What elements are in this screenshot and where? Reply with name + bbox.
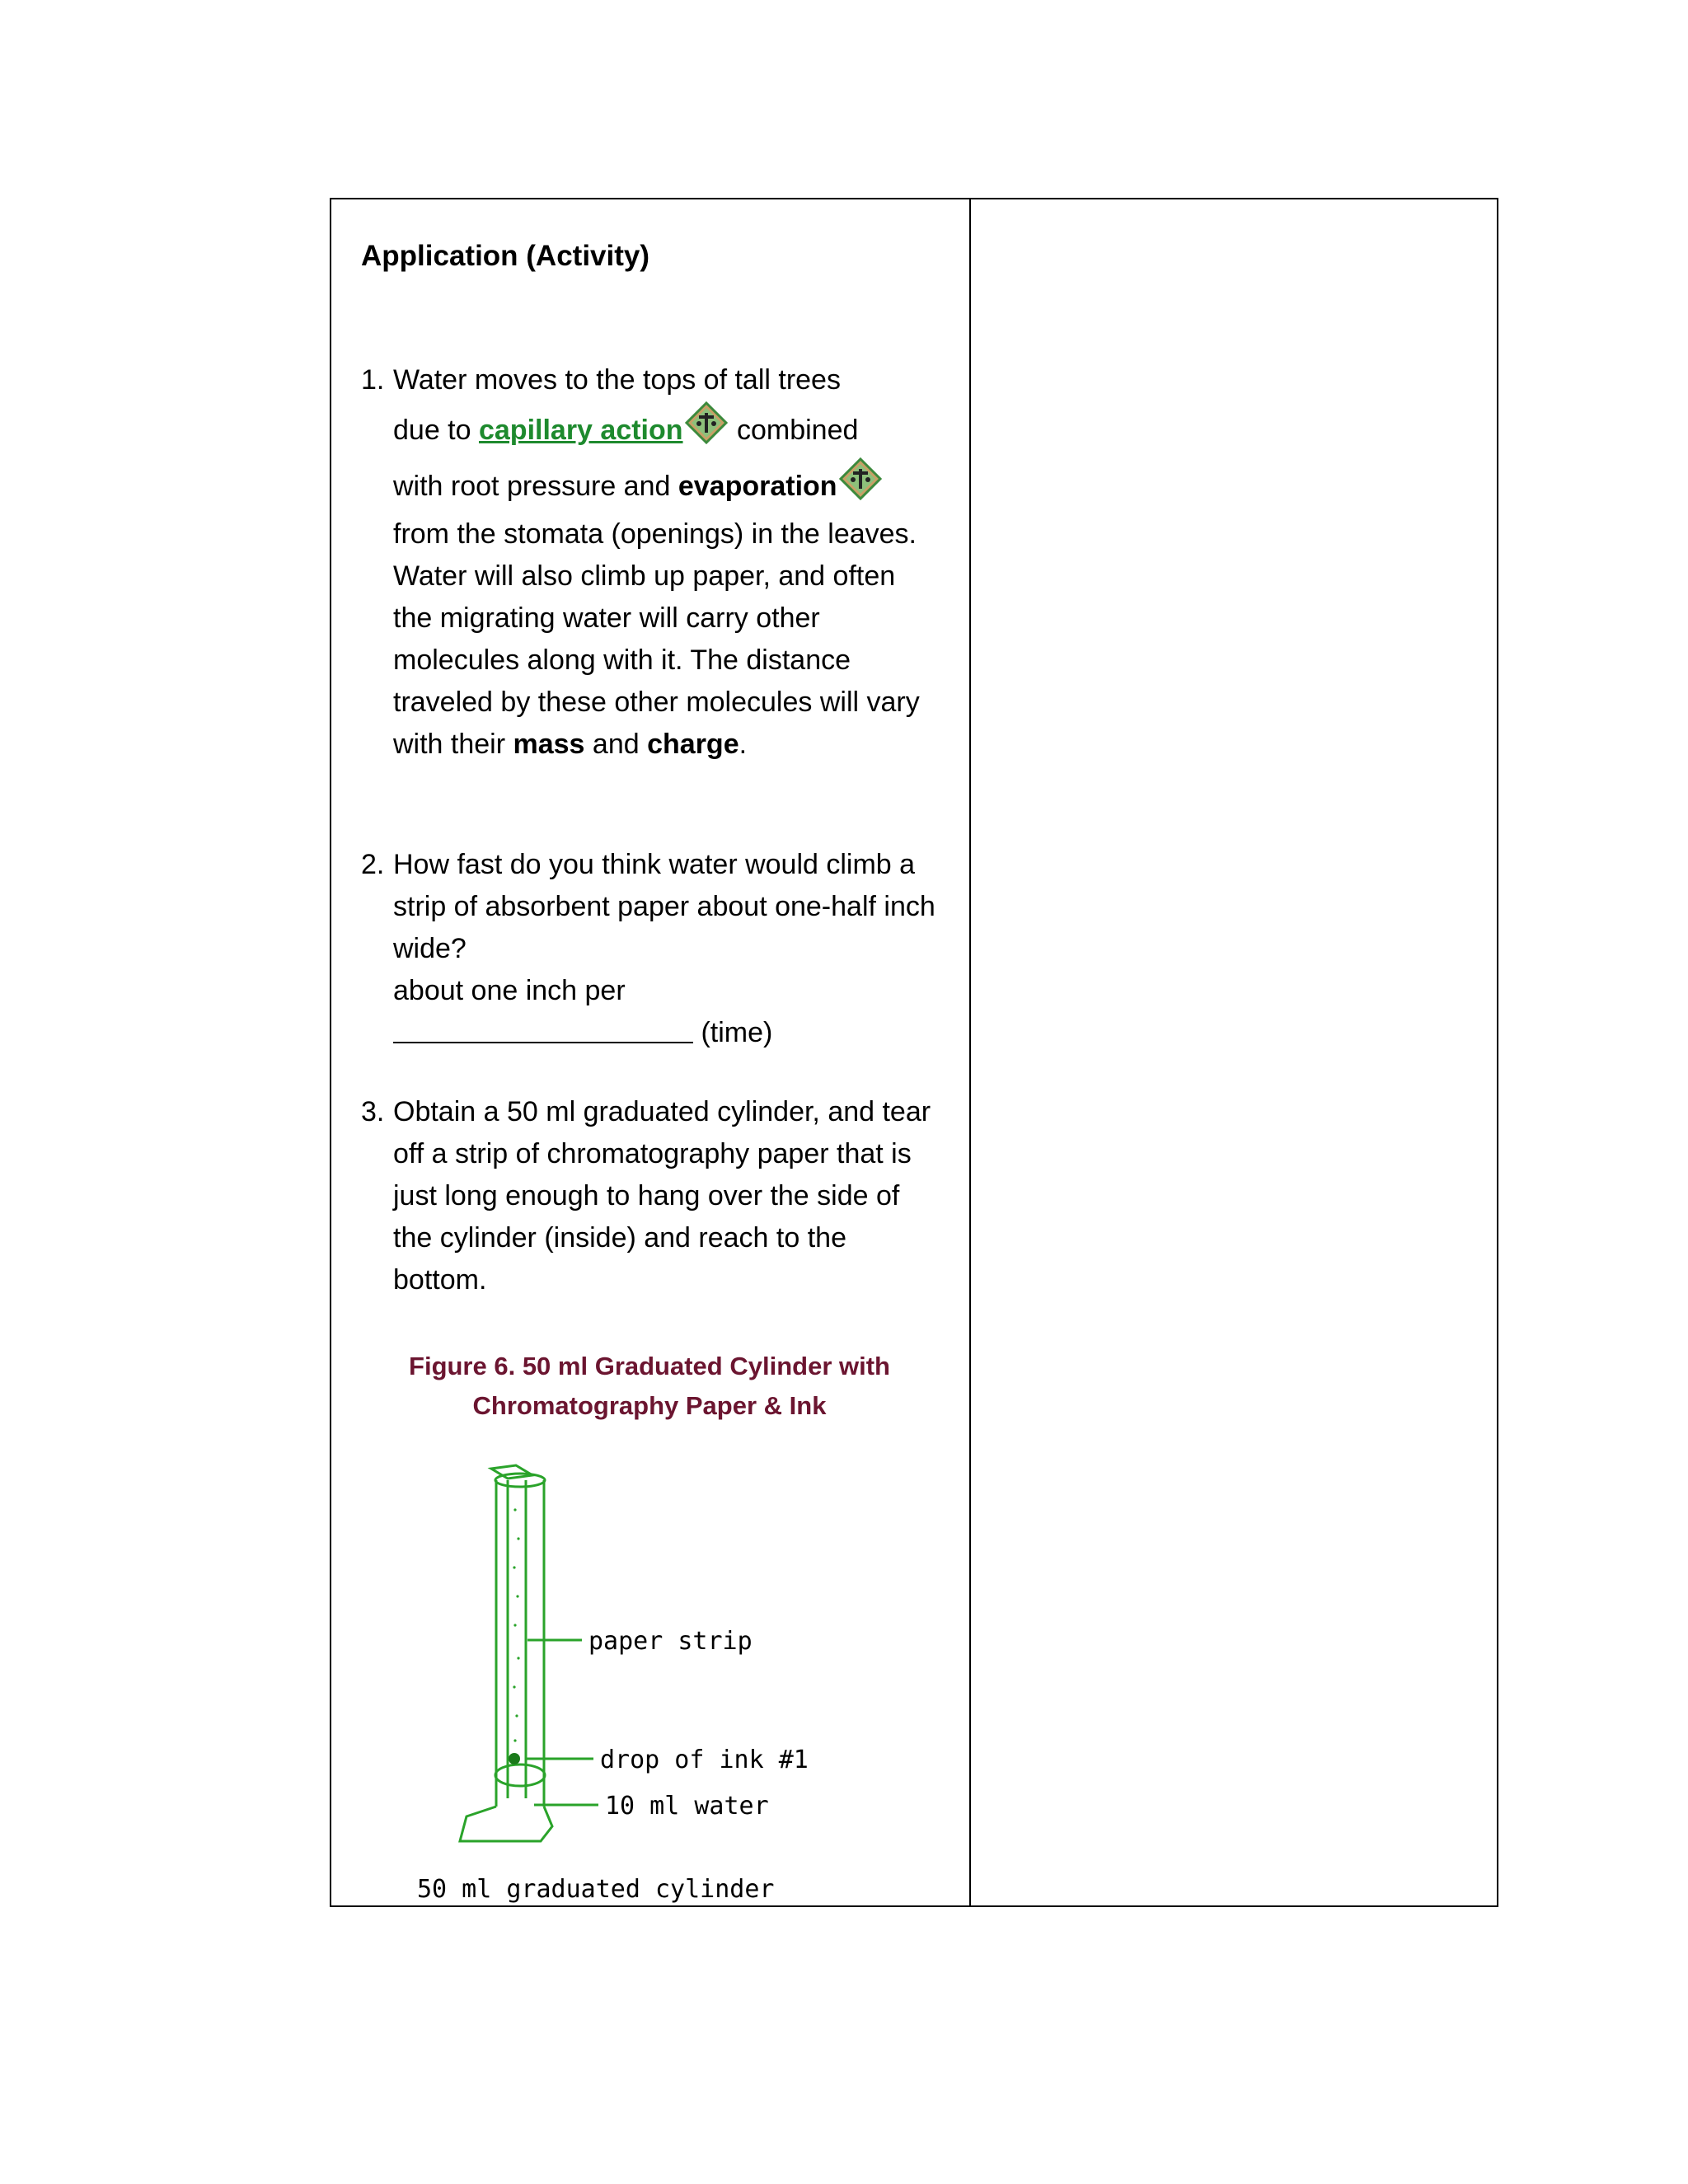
water-surface	[495, 1765, 545, 1786]
charge-term: charge	[647, 729, 739, 760]
list-item-3	[361, 1091, 938, 1301]
item-text: about one inch per	[393, 975, 626, 1006]
capillary-action-link[interactable]: capillary action	[478, 415, 683, 446]
figure-caption	[361, 1347, 938, 1426]
cylinder-drawing	[460, 1465, 598, 1841]
item-text: .	[738, 729, 748, 760]
answer-blank[interactable]	[393, 1017, 693, 1043]
item-number: 1.	[361, 364, 385, 396]
item-text: due to	[393, 415, 479, 446]
item-text: from the stomata (openings) in the leaves. Water will also climb up paper, and often the migrating water will carry other molecules along with it. The distance traveled by these other molecules will vary with their	[393, 518, 920, 760]
item-number: 2.	[361, 849, 385, 880]
item-text: How fast do you think water would climb a strip of absorbent paper about one-half inch wide?	[393, 849, 935, 964]
mass-term: mass	[513, 729, 585, 760]
label-cylinder: 50 ml graduated cylinder	[417, 1875, 775, 1904]
section-heading: Application (Activity)	[361, 240, 650, 272]
caption-line: Chromatography Paper & Ink	[472, 1391, 827, 1420]
item-text: and	[584, 729, 640, 760]
right-column	[971, 199, 1497, 1905]
label-paper-strip: paper strip	[588, 1627, 753, 1656]
glossary-icon[interactable]	[685, 401, 728, 444]
ink-drop	[509, 1753, 520, 1765]
label-ink-drop: drop of ink #1	[600, 1746, 809, 1774]
label-water: 10 ml water	[605, 1792, 769, 1821]
paper-dots	[513, 1508, 519, 1741]
item-text: combined	[729, 415, 859, 446]
item-text: Water moves to the tops of tall trees	[393, 364, 841, 396]
item-text: with root pressure and	[393, 471, 678, 502]
caption-line: Figure 6. 50 ml Graduated Cylinder with	[409, 1352, 890, 1380]
cylinder-base	[460, 1807, 552, 1841]
item-text: Obtain a 50 ml graduated cylinder, and tear off a strip of chromatography paper that is just long enough to hang over the side of the cylinder (inside) and reach to the bottom.	[393, 1096, 931, 1296]
content-table	[330, 198, 1498, 1907]
item-text: (time)	[693, 1017, 773, 1048]
glossary-icon[interactable]	[839, 457, 882, 500]
graduated-cylinder-figure	[417, 1460, 879, 1905]
cylinder-rim	[495, 1474, 545, 1487]
evaporation-term: evaporation	[678, 471, 837, 502]
list-item-2	[361, 844, 938, 1054]
item-number: 3.	[361, 1096, 385, 1127]
list-item-1	[361, 359, 938, 766]
